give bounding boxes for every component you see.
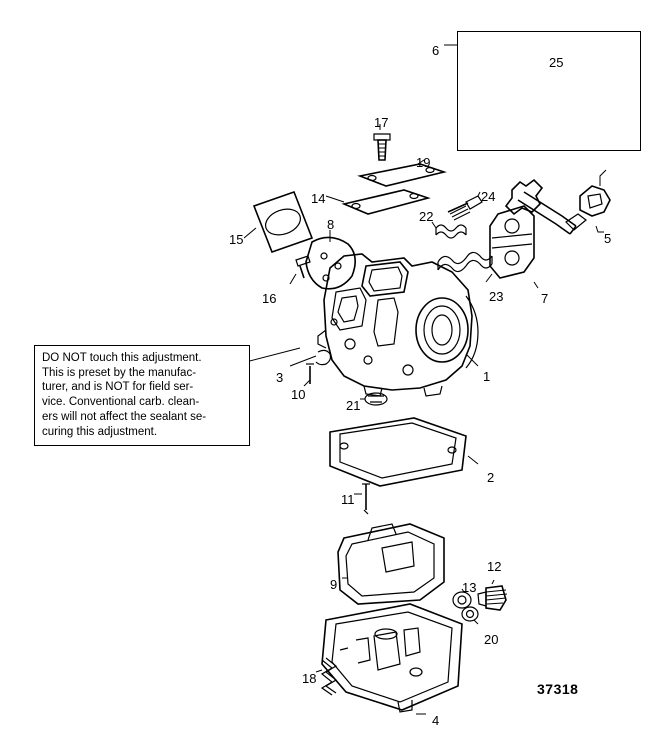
callout-6: 6 [432, 43, 440, 58]
note-line-1: DO NOT touch this adjustment. [42, 352, 202, 364]
callout-20: 20 [484, 632, 499, 647]
note-line-4: vice. Conventional carb. clean- [42, 396, 200, 409]
drawing-number: 37318 [537, 681, 579, 697]
callout-12: 12 [487, 559, 502, 574]
part-8-diaphragm [306, 230, 355, 289]
note-line-6: curing this adjustment. [42, 425, 158, 438]
part-11-needle [354, 484, 370, 514]
callout-18: 18 [302, 671, 317, 686]
part-12-drain-screw [478, 580, 507, 610]
part-9-float [338, 524, 444, 604]
callout-3: 3 [276, 370, 284, 385]
part-5-throttle-shaft [506, 170, 610, 234]
callout-7: 7 [541, 291, 549, 306]
callout-15: 15 [229, 232, 244, 247]
callout-2: 2 [487, 470, 495, 485]
callout-25: 25 [549, 55, 564, 70]
callout-16: 16 [262, 291, 277, 306]
callout-17: 17 [374, 115, 389, 130]
part-24-screw [448, 192, 482, 220]
callout-14: 14 [311, 191, 326, 206]
callout-11: 11 [341, 492, 355, 507]
callout-23: 23 [489, 289, 504, 304]
callout-1: 1 [483, 369, 491, 384]
callout-10: 10 [291, 387, 306, 402]
part-22-spring [432, 222, 466, 238]
callout-4: 4 [432, 713, 440, 728]
part-19-cover-plate [360, 160, 444, 186]
callout-22: 22 [419, 209, 434, 224]
part-1-carburetor-body [318, 254, 478, 396]
part-15-flange-gasket [244, 192, 312, 252]
callout-24: 24 [481, 189, 496, 204]
callout-13: 13 [462, 580, 477, 595]
part-14-gasket-plate [326, 190, 428, 214]
callout-8: 8 [327, 217, 335, 232]
note-line-3: turer, and is NOT for field ser- [42, 381, 194, 394]
adjustment-warning-note [34, 345, 250, 446]
part-4-float-bowl [322, 604, 462, 714]
callout-9: 9 [330, 577, 338, 592]
part-7-bracket [490, 206, 538, 288]
callout-5: 5 [604, 231, 612, 246]
part-10-pin [304, 364, 314, 386]
part-20-washer [462, 607, 478, 624]
part-6-inset-frame [457, 31, 641, 151]
part-2-bowl-gasket [330, 418, 478, 486]
note-line-2: This is preset by the manufac- [42, 366, 197, 379]
part-23-spring [438, 252, 492, 282]
note-line-5: ers will not affect the sealant se- [42, 410, 207, 423]
callout-21: 21 [346, 398, 361, 413]
callout-19: 19 [416, 155, 431, 170]
